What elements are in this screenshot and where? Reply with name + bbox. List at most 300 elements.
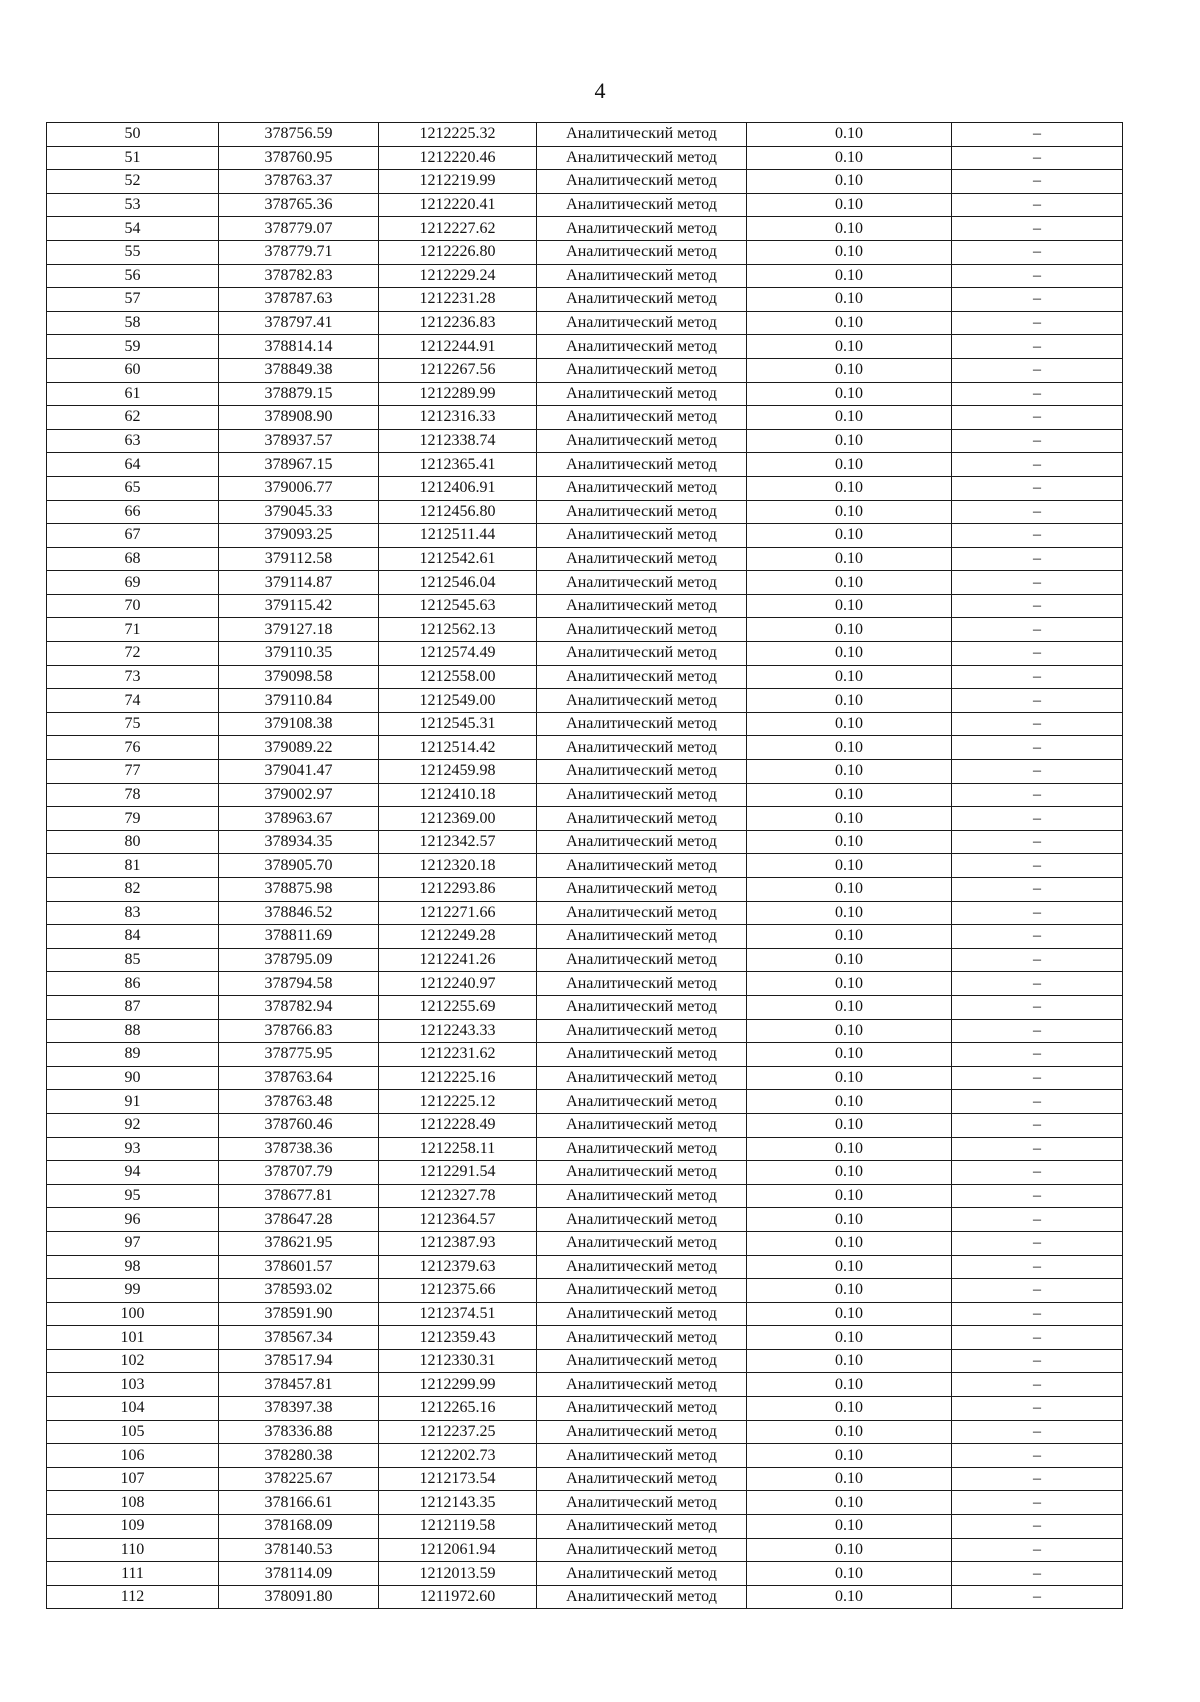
y-coordinate-cell: 1212410.18 — [379, 783, 537, 807]
y-coordinate-cell: 1212545.63 — [379, 594, 537, 618]
x-coordinate-cell: 378879.15 — [219, 382, 379, 406]
method-cell: Аналитический метод — [537, 311, 747, 335]
y-coordinate-cell: 1212291.54 — [379, 1161, 537, 1185]
point-number-cell: 90 — [47, 1066, 219, 1090]
description-cell: – — [952, 1373, 1123, 1397]
accuracy-cell: 0.10 — [747, 1349, 952, 1373]
table-row — [47, 1255, 1123, 1279]
table-row — [47, 170, 1123, 194]
x-coordinate-cell: 378797.41 — [219, 311, 379, 335]
accuracy-cell: 0.10 — [747, 1562, 952, 1586]
description-cell: – — [952, 736, 1123, 760]
description-cell: – — [952, 146, 1123, 170]
accuracy-cell: 0.10 — [747, 783, 952, 807]
method-cell: Аналитический метод — [537, 783, 747, 807]
accuracy-cell: 0.10 — [747, 453, 952, 477]
table-row — [47, 995, 1123, 1019]
x-coordinate-cell: 378567.34 — [219, 1326, 379, 1350]
accuracy-cell: 0.10 — [747, 1467, 952, 1491]
table-row — [47, 240, 1123, 264]
description-cell: – — [952, 123, 1123, 147]
y-coordinate-cell: 1212265.16 — [379, 1397, 537, 1421]
point-number-cell: 89 — [47, 1043, 219, 1067]
description-cell: – — [952, 642, 1123, 666]
point-number-cell: 99 — [47, 1279, 219, 1303]
x-coordinate-cell: 378766.83 — [219, 1019, 379, 1043]
y-coordinate-cell: 1212249.28 — [379, 925, 537, 949]
accuracy-cell: 0.10 — [747, 1585, 952, 1609]
y-coordinate-cell: 1212379.63 — [379, 1255, 537, 1279]
table-row — [47, 264, 1123, 288]
x-coordinate-cell: 378114.09 — [219, 1562, 379, 1586]
y-coordinate-cell: 1212119.58 — [379, 1515, 537, 1539]
x-coordinate-cell: 378593.02 — [219, 1279, 379, 1303]
method-cell: Аналитический метод — [537, 1113, 747, 1137]
method-cell: Аналитический метод — [537, 1302, 747, 1326]
method-cell: Аналитический метод — [537, 1397, 747, 1421]
accuracy-cell: 0.10 — [747, 264, 952, 288]
table-row — [47, 1420, 1123, 1444]
point-number-cell: 74 — [47, 689, 219, 713]
method-cell: Аналитический метод — [537, 170, 747, 194]
method-cell: Аналитический метод — [537, 1349, 747, 1373]
x-coordinate-cell: 378967.15 — [219, 453, 379, 477]
y-coordinate-cell: 1212387.93 — [379, 1231, 537, 1255]
description-cell: – — [952, 665, 1123, 689]
accuracy-cell: 0.10 — [747, 288, 952, 312]
point-number-cell: 66 — [47, 500, 219, 524]
accuracy-cell: 0.10 — [747, 1302, 952, 1326]
table-row — [47, 594, 1123, 618]
point-number-cell: 55 — [47, 240, 219, 264]
method-cell: Аналитический метод — [537, 240, 747, 264]
point-number-cell: 79 — [47, 807, 219, 831]
y-coordinate-cell: 1212061.94 — [379, 1538, 537, 1562]
table-row — [47, 830, 1123, 854]
point-number-cell: 62 — [47, 406, 219, 430]
table-row — [47, 193, 1123, 217]
x-coordinate-cell: 378336.88 — [219, 1420, 379, 1444]
table-row — [47, 712, 1123, 736]
accuracy-cell: 0.10 — [747, 193, 952, 217]
point-number-cell: 84 — [47, 925, 219, 949]
table-row — [47, 1208, 1123, 1232]
x-coordinate-cell: 378647.28 — [219, 1208, 379, 1232]
method-cell: Аналитический метод — [537, 382, 747, 406]
accuracy-cell: 0.10 — [747, 500, 952, 524]
y-coordinate-cell: 1212562.13 — [379, 618, 537, 642]
y-coordinate-cell: 1212231.62 — [379, 1043, 537, 1067]
table-row — [47, 335, 1123, 359]
x-coordinate-cell: 378760.46 — [219, 1113, 379, 1137]
method-cell: Аналитический метод — [537, 217, 747, 241]
point-number-cell: 80 — [47, 830, 219, 854]
description-cell: – — [952, 500, 1123, 524]
table-row — [47, 382, 1123, 406]
table-row — [47, 1585, 1123, 1609]
table-row — [47, 1326, 1123, 1350]
description-cell: – — [952, 689, 1123, 713]
y-coordinate-cell: 1212227.62 — [379, 217, 537, 241]
accuracy-cell: 0.10 — [747, 123, 952, 147]
point-number-cell: 64 — [47, 453, 219, 477]
table-row — [47, 1515, 1123, 1539]
point-number-cell: 105 — [47, 1420, 219, 1444]
table-row — [47, 1349, 1123, 1373]
description-cell: – — [952, 311, 1123, 335]
table-row — [47, 878, 1123, 902]
method-cell: Аналитический метод — [537, 1019, 747, 1043]
point-number-cell: 75 — [47, 712, 219, 736]
x-coordinate-cell: 378756.59 — [219, 123, 379, 147]
y-coordinate-cell: 1212459.98 — [379, 760, 537, 784]
method-cell: Аналитический метод — [537, 642, 747, 666]
x-coordinate-cell: 378760.95 — [219, 146, 379, 170]
table-row — [47, 217, 1123, 241]
description-cell: – — [952, 1208, 1123, 1232]
accuracy-cell: 0.10 — [747, 665, 952, 689]
table-row — [47, 123, 1123, 147]
description-cell: – — [952, 1090, 1123, 1114]
x-coordinate-cell: 379006.77 — [219, 476, 379, 500]
accuracy-cell: 0.10 — [747, 972, 952, 996]
point-number-cell: 58 — [47, 311, 219, 335]
description-cell: – — [952, 382, 1123, 406]
table-row — [47, 358, 1123, 382]
y-coordinate-cell: 1212342.57 — [379, 830, 537, 854]
method-cell: Аналитический метод — [537, 1515, 747, 1539]
point-number-cell: 88 — [47, 1019, 219, 1043]
accuracy-cell: 0.10 — [747, 1184, 952, 1208]
y-coordinate-cell: 1212231.28 — [379, 288, 537, 312]
accuracy-cell: 0.10 — [747, 901, 952, 925]
x-coordinate-cell: 378849.38 — [219, 358, 379, 382]
y-coordinate-cell: 1212330.31 — [379, 1349, 537, 1373]
table-row — [47, 972, 1123, 996]
x-coordinate-cell: 378763.48 — [219, 1090, 379, 1114]
description-cell: – — [952, 995, 1123, 1019]
point-number-cell: 73 — [47, 665, 219, 689]
accuracy-cell: 0.10 — [747, 807, 952, 831]
description-cell: – — [952, 1161, 1123, 1185]
table-row — [47, 1279, 1123, 1303]
description-cell: – — [952, 1538, 1123, 1562]
method-cell: Аналитический метод — [537, 594, 747, 618]
description-cell: – — [952, 1279, 1123, 1303]
method-cell: Аналитический метод — [537, 1184, 747, 1208]
y-coordinate-cell: 1212267.56 — [379, 358, 537, 382]
accuracy-cell: 0.10 — [747, 1515, 952, 1539]
x-coordinate-cell: 378140.53 — [219, 1538, 379, 1562]
point-number-cell: 97 — [47, 1231, 219, 1255]
y-coordinate-cell: 1212229.24 — [379, 264, 537, 288]
description-cell: – — [952, 712, 1123, 736]
y-coordinate-cell: 1212202.73 — [379, 1444, 537, 1468]
description-cell: – — [952, 264, 1123, 288]
accuracy-cell: 0.10 — [747, 1043, 952, 1067]
point-number-cell: 68 — [47, 547, 219, 571]
method-cell: Аналитический метод — [537, 830, 747, 854]
x-coordinate-cell: 378779.71 — [219, 240, 379, 264]
accuracy-cell: 0.10 — [747, 382, 952, 406]
accuracy-cell: 0.10 — [747, 925, 952, 949]
x-coordinate-cell: 379108.38 — [219, 712, 379, 736]
x-coordinate-cell: 379115.42 — [219, 594, 379, 618]
x-coordinate-cell: 378782.83 — [219, 264, 379, 288]
method-cell: Аналитический метод — [537, 476, 747, 500]
accuracy-cell: 0.10 — [747, 1373, 952, 1397]
table-row — [47, 736, 1123, 760]
table-row — [47, 524, 1123, 548]
accuracy-cell: 0.10 — [747, 618, 952, 642]
x-coordinate-cell: 378963.67 — [219, 807, 379, 831]
point-number-cell: 112 — [47, 1585, 219, 1609]
x-coordinate-cell: 378166.61 — [219, 1491, 379, 1515]
table-row — [47, 665, 1123, 689]
accuracy-cell: 0.10 — [747, 830, 952, 854]
point-number-cell: 87 — [47, 995, 219, 1019]
accuracy-cell: 0.10 — [747, 1420, 952, 1444]
x-coordinate-cell: 378814.14 — [219, 335, 379, 359]
y-coordinate-cell: 1212258.11 — [379, 1137, 537, 1161]
point-number-cell: 59 — [47, 335, 219, 359]
y-coordinate-cell: 1212237.25 — [379, 1420, 537, 1444]
method-cell: Аналитический метод — [537, 358, 747, 382]
description-cell: – — [952, 878, 1123, 902]
accuracy-cell: 0.10 — [747, 1019, 952, 1043]
y-coordinate-cell: 1212219.99 — [379, 170, 537, 194]
description-cell: – — [952, 358, 1123, 382]
point-number-cell: 57 — [47, 288, 219, 312]
y-coordinate-cell: 1212456.80 — [379, 500, 537, 524]
method-cell: Аналитический метод — [537, 948, 747, 972]
table-row — [47, 453, 1123, 477]
point-number-cell: 53 — [47, 193, 219, 217]
method-cell: Аналитический метод — [537, 665, 747, 689]
y-coordinate-cell: 1212545.31 — [379, 712, 537, 736]
method-cell: Аналитический метод — [537, 571, 747, 595]
accuracy-cell: 0.10 — [747, 146, 952, 170]
method-cell: Аналитический метод — [537, 901, 747, 925]
method-cell: Аналитический метод — [537, 264, 747, 288]
point-number-cell: 96 — [47, 1208, 219, 1232]
point-number-cell: 109 — [47, 1515, 219, 1539]
table-row — [47, 1397, 1123, 1421]
description-cell: – — [952, 1491, 1123, 1515]
description-cell: – — [952, 406, 1123, 430]
y-coordinate-cell: 1212228.49 — [379, 1113, 537, 1137]
x-coordinate-cell: 378738.36 — [219, 1137, 379, 1161]
point-number-cell: 56 — [47, 264, 219, 288]
method-cell: Аналитический метод — [537, 1279, 747, 1303]
table-row — [47, 547, 1123, 571]
x-coordinate-cell: 378677.81 — [219, 1184, 379, 1208]
point-number-cell: 108 — [47, 1491, 219, 1515]
method-cell: Аналитический метод — [537, 123, 747, 147]
description-cell: – — [952, 217, 1123, 241]
accuracy-cell: 0.10 — [747, 1444, 952, 1468]
table-row — [47, 1302, 1123, 1326]
x-coordinate-cell: 378908.90 — [219, 406, 379, 430]
point-number-cell: 76 — [47, 736, 219, 760]
description-cell: – — [952, 1113, 1123, 1137]
y-coordinate-cell: 1212143.35 — [379, 1491, 537, 1515]
y-coordinate-cell: 1212549.00 — [379, 689, 537, 713]
table-row — [47, 948, 1123, 972]
x-coordinate-cell: 378621.95 — [219, 1231, 379, 1255]
description-cell: – — [952, 571, 1123, 595]
description-cell: – — [952, 476, 1123, 500]
y-coordinate-cell: 1212241.26 — [379, 948, 537, 972]
point-number-cell: 60 — [47, 358, 219, 382]
method-cell: Аналитический метод — [537, 1231, 747, 1255]
x-coordinate-cell: 379002.97 — [219, 783, 379, 807]
description-cell: – — [952, 1349, 1123, 1373]
point-number-cell: 52 — [47, 170, 219, 194]
description-cell: – — [952, 1184, 1123, 1208]
accuracy-cell: 0.10 — [747, 1397, 952, 1421]
table-row — [47, 925, 1123, 949]
y-coordinate-cell: 1212369.00 — [379, 807, 537, 831]
description-cell: – — [952, 1467, 1123, 1491]
description-cell: – — [952, 429, 1123, 453]
x-coordinate-cell: 379112.58 — [219, 547, 379, 571]
table-row — [47, 760, 1123, 784]
table-row — [47, 1184, 1123, 1208]
table-row — [47, 1066, 1123, 1090]
point-number-cell: 107 — [47, 1467, 219, 1491]
table-row — [47, 1137, 1123, 1161]
accuracy-cell: 0.10 — [747, 878, 952, 902]
method-cell: Аналитический метод — [537, 878, 747, 902]
description-cell: – — [952, 1137, 1123, 1161]
method-cell: Аналитический метод — [537, 453, 747, 477]
y-coordinate-cell: 1212364.57 — [379, 1208, 537, 1232]
y-coordinate-cell: 1212406.91 — [379, 476, 537, 500]
y-coordinate-cell: 1212236.83 — [379, 311, 537, 335]
accuracy-cell: 0.10 — [747, 1538, 952, 1562]
table-row — [47, 807, 1123, 831]
method-cell: Аналитический метод — [537, 146, 747, 170]
accuracy-cell: 0.10 — [747, 240, 952, 264]
y-coordinate-cell: 1212338.74 — [379, 429, 537, 453]
x-coordinate-cell: 378765.36 — [219, 193, 379, 217]
y-coordinate-cell: 1211972.60 — [379, 1585, 537, 1609]
accuracy-cell: 0.10 — [747, 1113, 952, 1137]
y-coordinate-cell: 1212316.33 — [379, 406, 537, 430]
accuracy-cell: 0.10 — [747, 476, 952, 500]
point-number-cell: 104 — [47, 1397, 219, 1421]
table-row — [47, 311, 1123, 335]
point-number-cell: 65 — [47, 476, 219, 500]
description-cell: – — [952, 193, 1123, 217]
method-cell: Аналитический метод — [537, 1326, 747, 1350]
x-coordinate-cell: 378091.80 — [219, 1585, 379, 1609]
description-cell: – — [952, 1326, 1123, 1350]
description-cell: – — [952, 1255, 1123, 1279]
table-row — [47, 1562, 1123, 1586]
table-row — [47, 1043, 1123, 1067]
x-coordinate-cell: 378280.38 — [219, 1444, 379, 1468]
point-number-cell: 69 — [47, 571, 219, 595]
point-number-cell: 82 — [47, 878, 219, 902]
accuracy-cell: 0.10 — [747, 1208, 952, 1232]
x-coordinate-cell: 378795.09 — [219, 948, 379, 972]
accuracy-cell: 0.10 — [747, 995, 952, 1019]
x-coordinate-cell: 379110.84 — [219, 689, 379, 713]
table-row — [47, 1491, 1123, 1515]
table-row — [47, 854, 1123, 878]
point-number-cell: 72 — [47, 642, 219, 666]
x-coordinate-cell: 378601.57 — [219, 1255, 379, 1279]
method-cell: Аналитический метод — [537, 1090, 747, 1114]
description-cell: – — [952, 760, 1123, 784]
coordinates-table — [46, 122, 1123, 1609]
accuracy-cell: 0.10 — [747, 335, 952, 359]
table-row — [47, 476, 1123, 500]
method-cell: Аналитический метод — [537, 1373, 747, 1397]
point-number-cell: 111 — [47, 1562, 219, 1586]
method-cell: Аналитический метод — [537, 500, 747, 524]
x-coordinate-cell: 378779.07 — [219, 217, 379, 241]
y-coordinate-cell: 1212289.99 — [379, 382, 537, 406]
accuracy-cell: 0.10 — [747, 1231, 952, 1255]
y-coordinate-cell: 1212225.12 — [379, 1090, 537, 1114]
y-coordinate-cell: 1212359.43 — [379, 1326, 537, 1350]
point-number-cell: 94 — [47, 1161, 219, 1185]
point-number-cell: 86 — [47, 972, 219, 996]
x-coordinate-cell: 378591.90 — [219, 1302, 379, 1326]
y-coordinate-cell: 1212225.16 — [379, 1066, 537, 1090]
x-coordinate-cell: 378397.38 — [219, 1397, 379, 1421]
accuracy-cell: 0.10 — [747, 594, 952, 618]
description-cell: – — [952, 1066, 1123, 1090]
x-coordinate-cell: 379045.33 — [219, 500, 379, 524]
point-number-cell: 71 — [47, 618, 219, 642]
accuracy-cell: 0.10 — [747, 1066, 952, 1090]
point-number-cell: 51 — [47, 146, 219, 170]
point-number-cell: 98 — [47, 1255, 219, 1279]
accuracy-cell: 0.10 — [747, 217, 952, 241]
method-cell: Аналитический метод — [537, 736, 747, 760]
y-coordinate-cell: 1212293.86 — [379, 878, 537, 902]
y-coordinate-cell: 1212255.69 — [379, 995, 537, 1019]
x-coordinate-cell: 378934.35 — [219, 830, 379, 854]
y-coordinate-cell: 1212327.78 — [379, 1184, 537, 1208]
x-coordinate-cell: 379089.22 — [219, 736, 379, 760]
x-coordinate-cell: 379127.18 — [219, 618, 379, 642]
point-number-cell: 106 — [47, 1444, 219, 1468]
accuracy-cell: 0.10 — [747, 854, 952, 878]
description-cell: – — [952, 1019, 1123, 1043]
table-row — [47, 1113, 1123, 1137]
description-cell: – — [952, 1585, 1123, 1609]
method-cell: Аналитический метод — [537, 1491, 747, 1515]
description-cell: – — [952, 170, 1123, 194]
point-number-cell: 81 — [47, 854, 219, 878]
method-cell: Аналитический метод — [537, 1420, 747, 1444]
table-row — [47, 429, 1123, 453]
x-coordinate-cell: 378937.57 — [219, 429, 379, 453]
x-coordinate-cell: 379098.58 — [219, 665, 379, 689]
description-cell: – — [952, 1397, 1123, 1421]
point-number-cell: 61 — [47, 382, 219, 406]
y-coordinate-cell: 1212511.44 — [379, 524, 537, 548]
description-cell: – — [952, 1515, 1123, 1539]
point-number-cell: 93 — [47, 1137, 219, 1161]
method-cell: Аналитический метод — [537, 689, 747, 713]
description-cell: – — [952, 240, 1123, 264]
